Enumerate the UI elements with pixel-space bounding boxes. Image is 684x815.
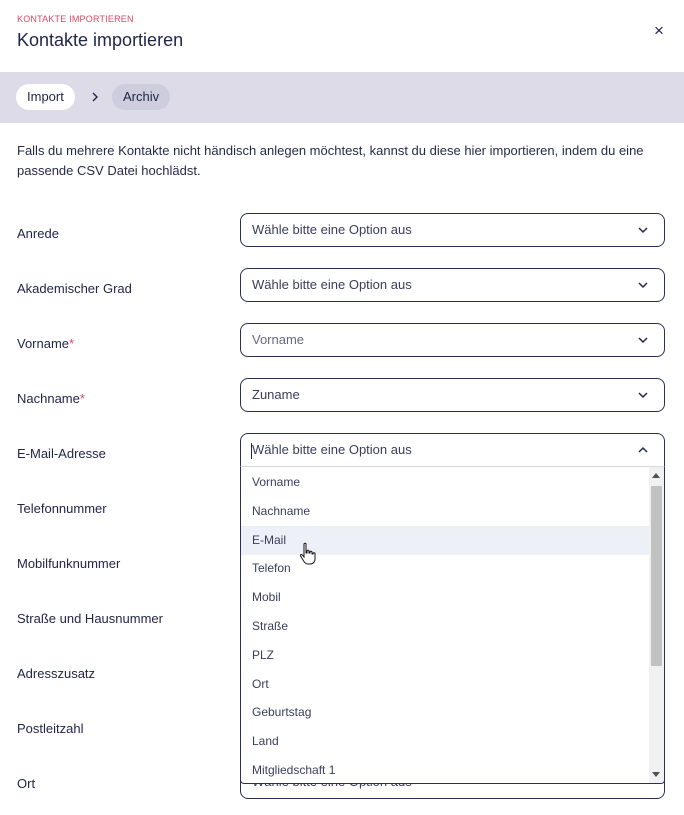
option-email[interactable]: E-Mail <box>241 526 650 555</box>
label-adresszusatz: Adresszusatz <box>17 666 96 681</box>
scrollbar-thumb[interactable] <box>651 486 662 666</box>
select-email[interactable] <box>240 433 665 467</box>
label-anrede: Anrede <box>17 226 59 241</box>
option-ort[interactable]: Ort <box>252 677 269 691</box>
chevron-down-icon <box>637 279 649 291</box>
option-vorname[interactable]: Vorname <box>252 475 301 489</box>
select-akademischer-grad[interactable] <box>240 268 665 302</box>
hand-pointer-icon <box>298 542 318 566</box>
select-vorname[interactable] <box>240 323 665 357</box>
step-archiv[interactable]: Archiv <box>112 84 170 110</box>
option-strasse[interactable]: Straße <box>252 619 289 633</box>
label-strasse-hausnummer: Straße und Hausnummer <box>17 611 163 626</box>
label-ort: Ort <box>17 776 36 791</box>
option-nachname[interactable]: Nachname <box>252 504 311 518</box>
required-marker: * <box>79 391 85 406</box>
intro-text: Falls du mehrere Kontakte nicht händisch anlegen möchtest, kannst du diese hier importieren, indem du eine passende CSV Datei hochlädst. <box>17 143 644 178</box>
label-mobilfunknummer: Mobilfunknummer <box>17 556 121 571</box>
dropdown-scrollbar[interactable] <box>649 467 664 783</box>
scroll-down-arrow-icon[interactable] <box>652 772 660 777</box>
select-value: Wähle bitte eine Option aus <box>252 277 412 292</box>
label-vorname: Vorname* <box>17 336 75 351</box>
select-value: Wähle bitte eine Option aus <box>252 442 412 457</box>
scroll-up-arrow-icon[interactable] <box>652 473 660 478</box>
dropdown-list[interactable] <box>240 467 665 784</box>
option-mobil[interactable]: Mobil <box>252 590 281 604</box>
select-value: Vorname <box>252 332 305 347</box>
step-bar <box>0 72 684 123</box>
modal-header <box>0 0 684 72</box>
select-anrede[interactable] <box>240 213 665 247</box>
chevron-down-icon <box>637 389 649 401</box>
option-telefon[interactable]: Telefon <box>252 561 291 575</box>
chevron-right-icon <box>88 90 102 104</box>
label-telefonnummer: Telefonnummer <box>17 501 107 516</box>
option-mitgliedschaft-1[interactable]: Mitgliedschaft 1 <box>252 763 336 777</box>
option-plz[interactable]: PLZ <box>252 648 275 662</box>
label-nachname: Nachname* <box>17 391 85 406</box>
select-value: Wähle bitte eine Option aus <box>252 222 412 237</box>
chevron-down-icon <box>637 224 649 236</box>
select-nachname[interactable] <box>240 378 665 412</box>
modal-title: Kontakte importieren <box>17 30 184 50</box>
step-import[interactable]: Import <box>16 84 75 110</box>
select-value: Zuname <box>252 387 300 402</box>
text-cursor <box>251 443 252 459</box>
label-postleitzahl: Postleitzahl <box>17 721 84 736</box>
modal-eyebrow: KONTAKTE IMPORTIEREN <box>17 14 134 24</box>
chevron-down-icon <box>637 334 649 346</box>
chevron-up-icon <box>637 444 649 456</box>
label-email: E-Mail-Adresse <box>17 446 106 461</box>
label-akademischer-grad: Akademischer Grad <box>17 281 132 296</box>
option-geburtstag[interactable]: Geburtstag <box>252 705 312 719</box>
required-marker: * <box>69 336 75 351</box>
option-land[interactable]: Land <box>252 734 279 748</box>
close-icon[interactable]: × <box>654 21 664 40</box>
